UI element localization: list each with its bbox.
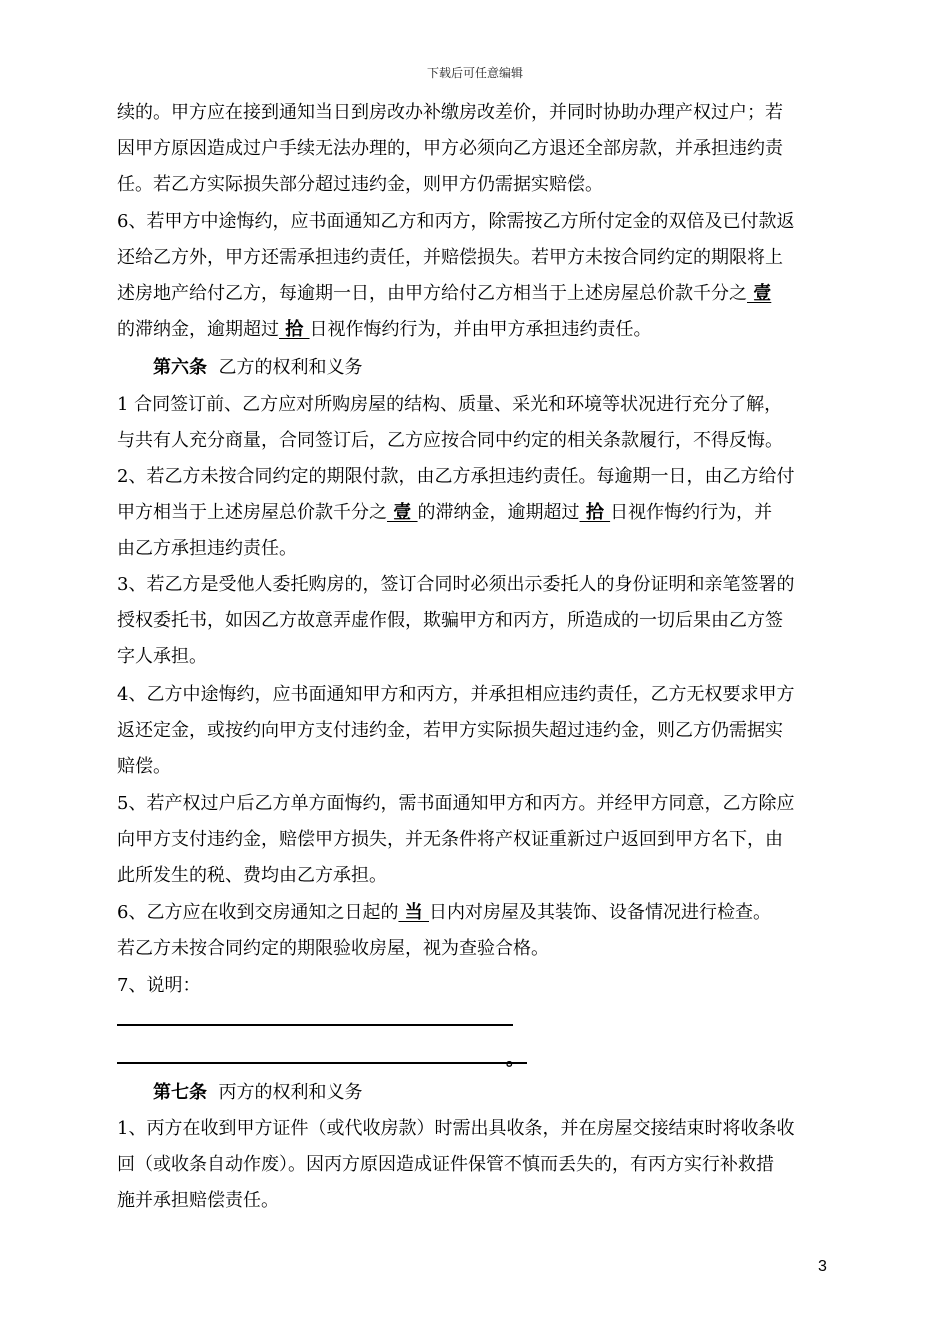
text-line: 与共有人充分商量，合同签订后，乙方应按合同中约定的相关条款履行，不得反悔。: [117, 430, 783, 451]
page-header: 下载后可任意编辑: [426, 66, 523, 80]
page-number: 3: [818, 1258, 827, 1275]
text-line: 述房地产给付乙方，每逾期一日，由甲方给付乙方相当于上述房屋总价款千分之 壹: [117, 283, 772, 304]
text-line: 施并承担赔偿责任。: [117, 1190, 279, 1211]
text-line: 此所发生的税、费均由乙方承担。: [117, 865, 387, 886]
text-line: 1 合同签订前、乙方应对所购房屋的结构、质量、采光和环境等状况进行充分了解，: [117, 394, 783, 415]
fill-in-value: 拾: [279, 319, 310, 340]
text-line: 字人承担。: [117, 646, 207, 667]
text-line: 6、若甲方中途悔约，应书面通知乙方和丙方，除需按乙方所付定金的双倍及已付款返: [117, 211, 795, 232]
text-line: 授权委托书，如因乙方故意弄虚作假，欺骗甲方和丙方，所造成的一切后果由乙方签: [117, 610, 783, 631]
text-line: 续的。甲方应在接到通知当日到房改办补缴房改差价，并同时协助办理产权过户；若: [117, 102, 783, 123]
text-line: 2、若乙方未按合同约定的期限付款，由乙方承担违约责任。每逾期一日，由乙方给付: [117, 466, 795, 487]
text-line: 若乙方未按合同约定的期限验收房屋，视为查验合格。: [117, 938, 549, 959]
text-line: 向甲方支付违约金，赔偿甲方损失，并无条件将产权证重新过户返回到甲方名下，由: [117, 829, 783, 850]
text-line: 回（或收条自动作废）。因丙方原因造成证件保管不慎而丢失的，有丙方实行补救措: [117, 1154, 774, 1175]
text-line: 赔偿。: [117, 756, 171, 777]
fill-in-value: 壹: [747, 283, 772, 304]
text-line: 1、丙方在收到甲方证件（或代收房款）时需出具收条，并在房屋交接结束时将收条收: [117, 1118, 795, 1139]
fill-in-value: 拾: [579, 502, 611, 523]
end-mark: 。: [506, 1049, 524, 1070]
text-line: 甲方相当于上述房屋总价款千分之 壹 的滞纳金，逾期超过 拾 日视作悔约行为，并: [117, 502, 773, 523]
fill-in-value: 壹: [387, 502, 418, 523]
article-7-heading: 第七条 丙方的权利和义务: [153, 1082, 363, 1103]
fill-in-value: 当: [398, 902, 429, 923]
text-line: 7、说明：: [117, 975, 201, 996]
article-6-heading: 第六条 乙方的权利和义务: [153, 357, 363, 378]
text-line: 任。若乙方实际损失部分超过违约金，则甲方仍需据实赔偿。: [117, 174, 603, 195]
text-line: 4、乙方中途悔约，应书面通知甲方和丙方，并承担相应违约责任，乙方无权要求甲方: [117, 684, 795, 705]
text-line: 5、若产权过户后乙方单方面悔约，需书面通知甲方和丙方。并经甲方同意，乙方除应: [117, 793, 795, 814]
text-line: 由乙方承担违约责任。: [117, 538, 297, 559]
text-line: 的滞纳金，逾期超过 拾 日视作悔约行为，并由甲方承担违约责任。: [117, 319, 652, 340]
text-line: 6、乙方应在收到交房通知之日起的 当 日内对房屋及其装饰、设备情况进行检查。: [117, 902, 771, 923]
blank-line: [117, 1062, 527, 1064]
text-line: 3、若乙方是受他人委托购房的，签订合同时必须出示委托人的身份证明和亲笔签署的: [117, 574, 795, 595]
blank-line: [117, 1024, 513, 1026]
text-line: 返还定金，或按约向甲方支付违约金，若甲方实际损失超过违约金，则乙方仍需据实: [117, 720, 783, 741]
text-line: 因甲方原因造成过户手续无法办理的，甲方必须向乙方退还全部房款，并承担违约责: [117, 138, 783, 159]
text-line: 还给乙方外，甲方还需承担违约责任，并赔偿损失。若甲方未按合同约定的期限将上: [117, 247, 783, 268]
